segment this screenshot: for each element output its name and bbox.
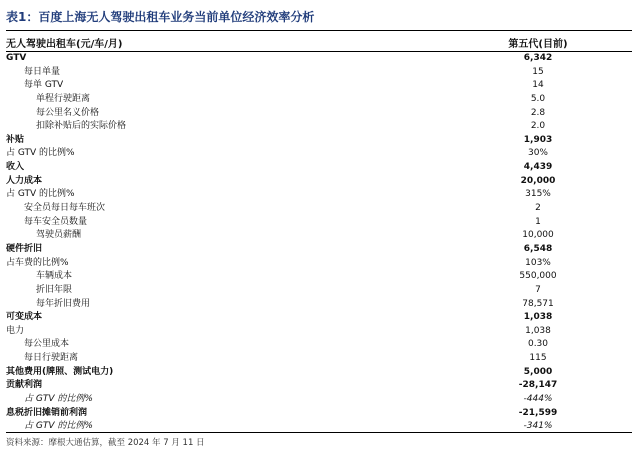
table-row <box>6 257 632 271</box>
row-value: 1,903 <box>523 134 553 145</box>
row-value: 115 <box>529 353 547 364</box>
table-row <box>6 393 632 407</box>
table-row <box>6 120 632 134</box>
table-row <box>6 243 632 257</box>
table-row <box>6 66 632 80</box>
row-value: 315% <box>525 189 551 200</box>
table-title: 表1：百度上海无人驾驶出租车业务当前单位经济效率分析 <box>6 10 315 24</box>
row-label: 每车安全员数量 <box>24 216 88 227</box>
row-value: 2.0 <box>530 121 546 132</box>
row-label: 硬件折旧 <box>6 243 43 254</box>
row-label: 收入 <box>6 162 25 173</box>
table-row <box>6 161 632 175</box>
row-value: 30% <box>527 148 548 159</box>
row-label: 可变成本 <box>6 312 43 323</box>
row-value: 0.30 <box>527 339 549 350</box>
table-row <box>6 325 632 339</box>
table-row <box>6 134 632 148</box>
table-row <box>6 284 632 298</box>
row-label: 驾驶员薪酬 <box>36 230 82 241</box>
table-row <box>6 352 632 366</box>
table-row <box>6 175 632 189</box>
row-value: 1,038 <box>525 325 551 336</box>
row-label: 补贴 <box>6 134 25 145</box>
table-row <box>6 407 632 421</box>
row-label: 人力成本 <box>6 175 43 186</box>
row-label: 息税折旧摊销前利润 <box>6 407 88 418</box>
row-label: GTV <box>6 53 27 63</box>
row-label: 安全员每日每车班次 <box>24 203 106 214</box>
row-value: 103% <box>525 257 551 268</box>
row-value: 6,548 <box>523 243 553 254</box>
table-row <box>6 52 632 66</box>
source-note: 资料来源：摩根大通估算，截至 2024 年 7 月 11 日 <box>6 438 205 448</box>
table-row <box>6 338 632 352</box>
table-row <box>6 216 632 230</box>
table-row <box>6 366 632 380</box>
table-row <box>6 188 632 202</box>
header-value: 第五代(目前) <box>508 39 568 50</box>
row-value: 1,038 <box>523 312 553 323</box>
table-row <box>6 298 632 312</box>
row-value: -28,147 <box>518 380 558 391</box>
table-body <box>6 52 632 434</box>
row-value: 550,000 <box>519 271 557 282</box>
row-value: 15 <box>532 66 544 77</box>
row-value: 14 <box>532 80 544 91</box>
row-value: 1 <box>535 216 541 227</box>
row-label: 折旧年限 <box>36 284 73 295</box>
row-label: 占 GTV 的比例% <box>6 189 75 200</box>
row-label: 其他费用(牌照、测试电力) <box>6 366 114 377</box>
row-value: -444% <box>523 394 553 405</box>
row-value: 6,342 <box>523 53 553 63</box>
row-label: 贡献利润 <box>6 380 43 391</box>
row-label: 占 GTV 的比例% <box>24 421 93 432</box>
row-value: 5,000 <box>523 366 553 377</box>
row-value: 2.8 <box>530 107 546 118</box>
row-label: 每年折旧费用 <box>36 298 91 309</box>
row-label: 每公里名义价格 <box>36 107 100 118</box>
table-row <box>6 93 632 107</box>
table-row <box>6 379 632 393</box>
row-label: 每单 GTV <box>24 80 64 91</box>
row-value: -21,599 <box>518 407 558 418</box>
row-label: 每日单量 <box>24 66 61 77</box>
row-label: 扣除补贴后的实际价格 <box>36 121 127 132</box>
row-value: 78,571 <box>522 298 554 309</box>
row-value: 20,000 <box>520 175 556 186</box>
table-row <box>6 229 632 243</box>
table-row <box>6 107 632 121</box>
row-label: 每日行驶距离 <box>24 353 79 364</box>
row-label: 占 GTV 的比例% <box>6 148 75 159</box>
row-value: -341% <box>523 421 553 432</box>
bottom-rule <box>6 432 632 433</box>
row-value: 2 <box>535 203 541 214</box>
row-label: 每公里成本 <box>24 339 70 350</box>
table-row <box>6 202 632 216</box>
top-rule <box>6 30 632 31</box>
table-row <box>6 147 632 161</box>
row-value: 10,000 <box>522 230 554 241</box>
row-value: 7 <box>535 284 541 295</box>
row-value: 5.0 <box>530 93 546 104</box>
row-label: 单程行驶距离 <box>36 93 91 104</box>
table-row <box>6 79 632 93</box>
row-label: 车辆成本 <box>36 271 73 282</box>
header-label: 无人驾驶出租车(元/车/月) <box>6 39 123 50</box>
row-label: 占车费的比例% <box>6 257 69 268</box>
table-row <box>6 270 632 284</box>
row-value: 4,439 <box>523 162 553 173</box>
table-row <box>6 311 632 325</box>
row-label: 电力 <box>6 325 25 336</box>
row-label: 占 GTV 的比例% <box>24 394 93 405</box>
